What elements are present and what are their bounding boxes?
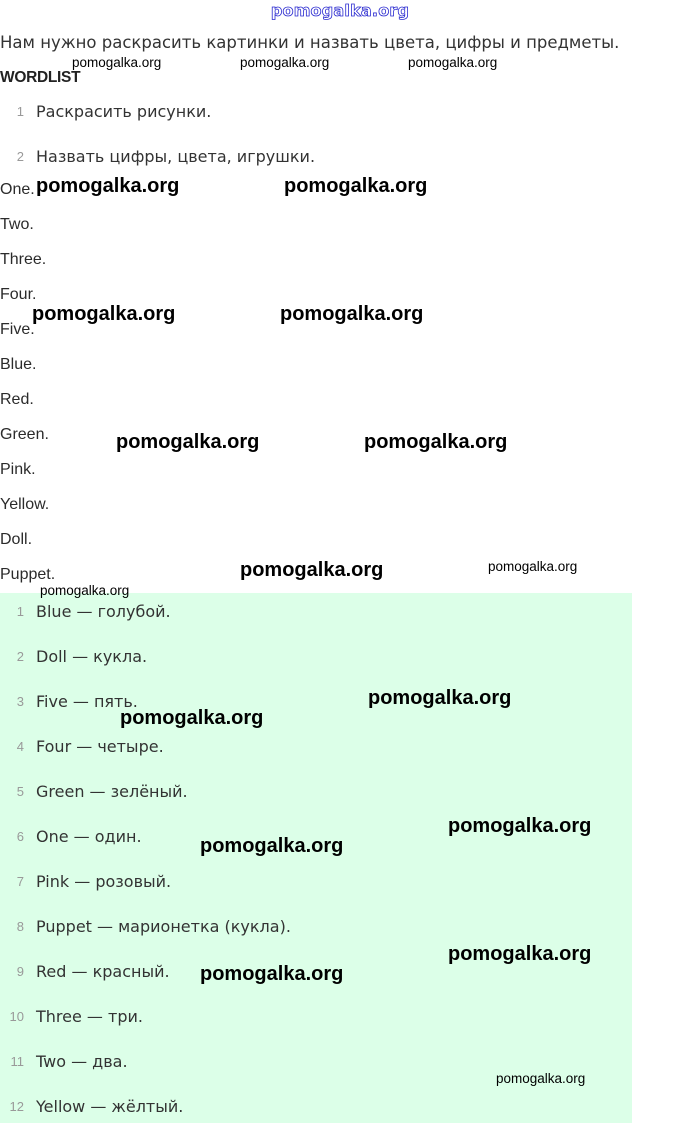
translation-number: 1 bbox=[16, 603, 24, 619]
intro-text: Нам нужно раскрасить картинки и назвать цвета, цифры и предметы. bbox=[0, 33, 620, 52]
translation-text: Puppet — марионетка (кукла). bbox=[36, 916, 291, 936]
word-item: Yellow. bbox=[0, 496, 50, 513]
translation-text: Three — три. bbox=[36, 1006, 143, 1026]
translation-text: Doll — кукла. bbox=[36, 646, 148, 666]
word-item: Four. bbox=[0, 286, 37, 303]
translation-text: Five — пять. bbox=[36, 691, 138, 711]
task-item bbox=[0, 145, 315, 167]
watermark: pomogalka.org bbox=[284, 175, 428, 197]
translation-item bbox=[0, 870, 171, 892]
task-number: 2 bbox=[16, 148, 24, 164]
watermark: pomogalka.org bbox=[488, 559, 578, 574]
watermark: pomogalka.org bbox=[120, 707, 264, 729]
watermark: pomogalka.org bbox=[240, 559, 384, 581]
translation-item bbox=[0, 1050, 128, 1072]
translation-item bbox=[0, 1005, 143, 1027]
translation-item bbox=[0, 825, 142, 847]
watermark: pomogalka.org bbox=[40, 583, 130, 598]
translation-number: 2 bbox=[16, 648, 24, 664]
translation-text: Blue — голубой. bbox=[36, 601, 171, 621]
translation-number: 7 bbox=[16, 873, 24, 889]
watermark: pomogalka.org bbox=[116, 431, 260, 453]
translation-item bbox=[0, 600, 171, 622]
word-item: Puppet. bbox=[0, 566, 56, 583]
word-item: Two. bbox=[0, 216, 34, 233]
translation-number: 3 bbox=[16, 693, 24, 709]
word-item: Red. bbox=[0, 391, 34, 408]
translation-item bbox=[0, 960, 170, 982]
watermark: pomogalka.org bbox=[448, 815, 592, 837]
word-item: One. bbox=[0, 181, 35, 198]
translation-number: 6 bbox=[16, 828, 24, 844]
translation-item bbox=[0, 690, 138, 712]
watermark: pomogalka.org bbox=[200, 963, 344, 985]
site-header-logo[interactable]: pomogalka.org bbox=[270, 1, 410, 20]
watermark: pomogalka.org bbox=[368, 687, 512, 709]
word-item: Five. bbox=[0, 321, 35, 338]
translation-number: 10 bbox=[9, 1008, 24, 1024]
translation-text: Pink — розовый. bbox=[36, 871, 172, 891]
watermark: pomogalka.org bbox=[408, 55, 498, 70]
watermark: pomogalka.org bbox=[200, 835, 344, 857]
task-text: Раскрасить рисунки. bbox=[36, 101, 212, 121]
watermark: pomogalka.org bbox=[496, 1071, 586, 1086]
translation-item bbox=[0, 645, 147, 667]
task-item bbox=[0, 100, 211, 122]
watermark: pomogalka.org bbox=[364, 431, 508, 453]
translation-number: 4 bbox=[16, 738, 24, 754]
watermark: pomogalka.org bbox=[36, 175, 180, 197]
watermark: pomogalka.org bbox=[32, 303, 176, 325]
word-item: Green. bbox=[0, 426, 49, 443]
translation-item bbox=[0, 915, 291, 937]
translation-item bbox=[0, 1095, 183, 1117]
translation-number: 5 bbox=[16, 783, 24, 799]
word-item: Doll. bbox=[0, 531, 33, 548]
translation-number: 11 bbox=[10, 1053, 24, 1069]
translation-number: 8 bbox=[16, 918, 24, 934]
word-item: Pink. bbox=[0, 461, 36, 478]
task-text: Назвать цифры, цвета, игрушки. bbox=[36, 146, 316, 166]
translation-text: One — один. bbox=[36, 826, 142, 846]
translation-text: Red — красный. bbox=[36, 961, 170, 981]
translation-item bbox=[0, 780, 188, 802]
translation-item bbox=[0, 735, 164, 757]
translation-text: Green — зелёный. bbox=[36, 781, 188, 801]
translation-number: 12 bbox=[9, 1098, 24, 1114]
word-item: Three. bbox=[0, 251, 47, 268]
translation-number: 9 bbox=[16, 963, 24, 979]
translation-text: Four — четыре. bbox=[36, 736, 164, 756]
word-item: Blue. bbox=[0, 356, 37, 373]
watermark: pomogalka.org bbox=[240, 55, 330, 70]
watermark: pomogalka.org bbox=[72, 55, 162, 70]
watermark: pomogalka.org bbox=[448, 943, 592, 965]
wordlist-title: WORDLIST bbox=[0, 69, 81, 86]
translation-panel bbox=[0, 593, 632, 1123]
translation-text: Two — два. bbox=[36, 1051, 128, 1071]
translation-text: Yellow — жёлтый. bbox=[36, 1096, 184, 1116]
task-number: 1 bbox=[16, 103, 24, 119]
watermark: pomogalka.org bbox=[280, 303, 424, 325]
